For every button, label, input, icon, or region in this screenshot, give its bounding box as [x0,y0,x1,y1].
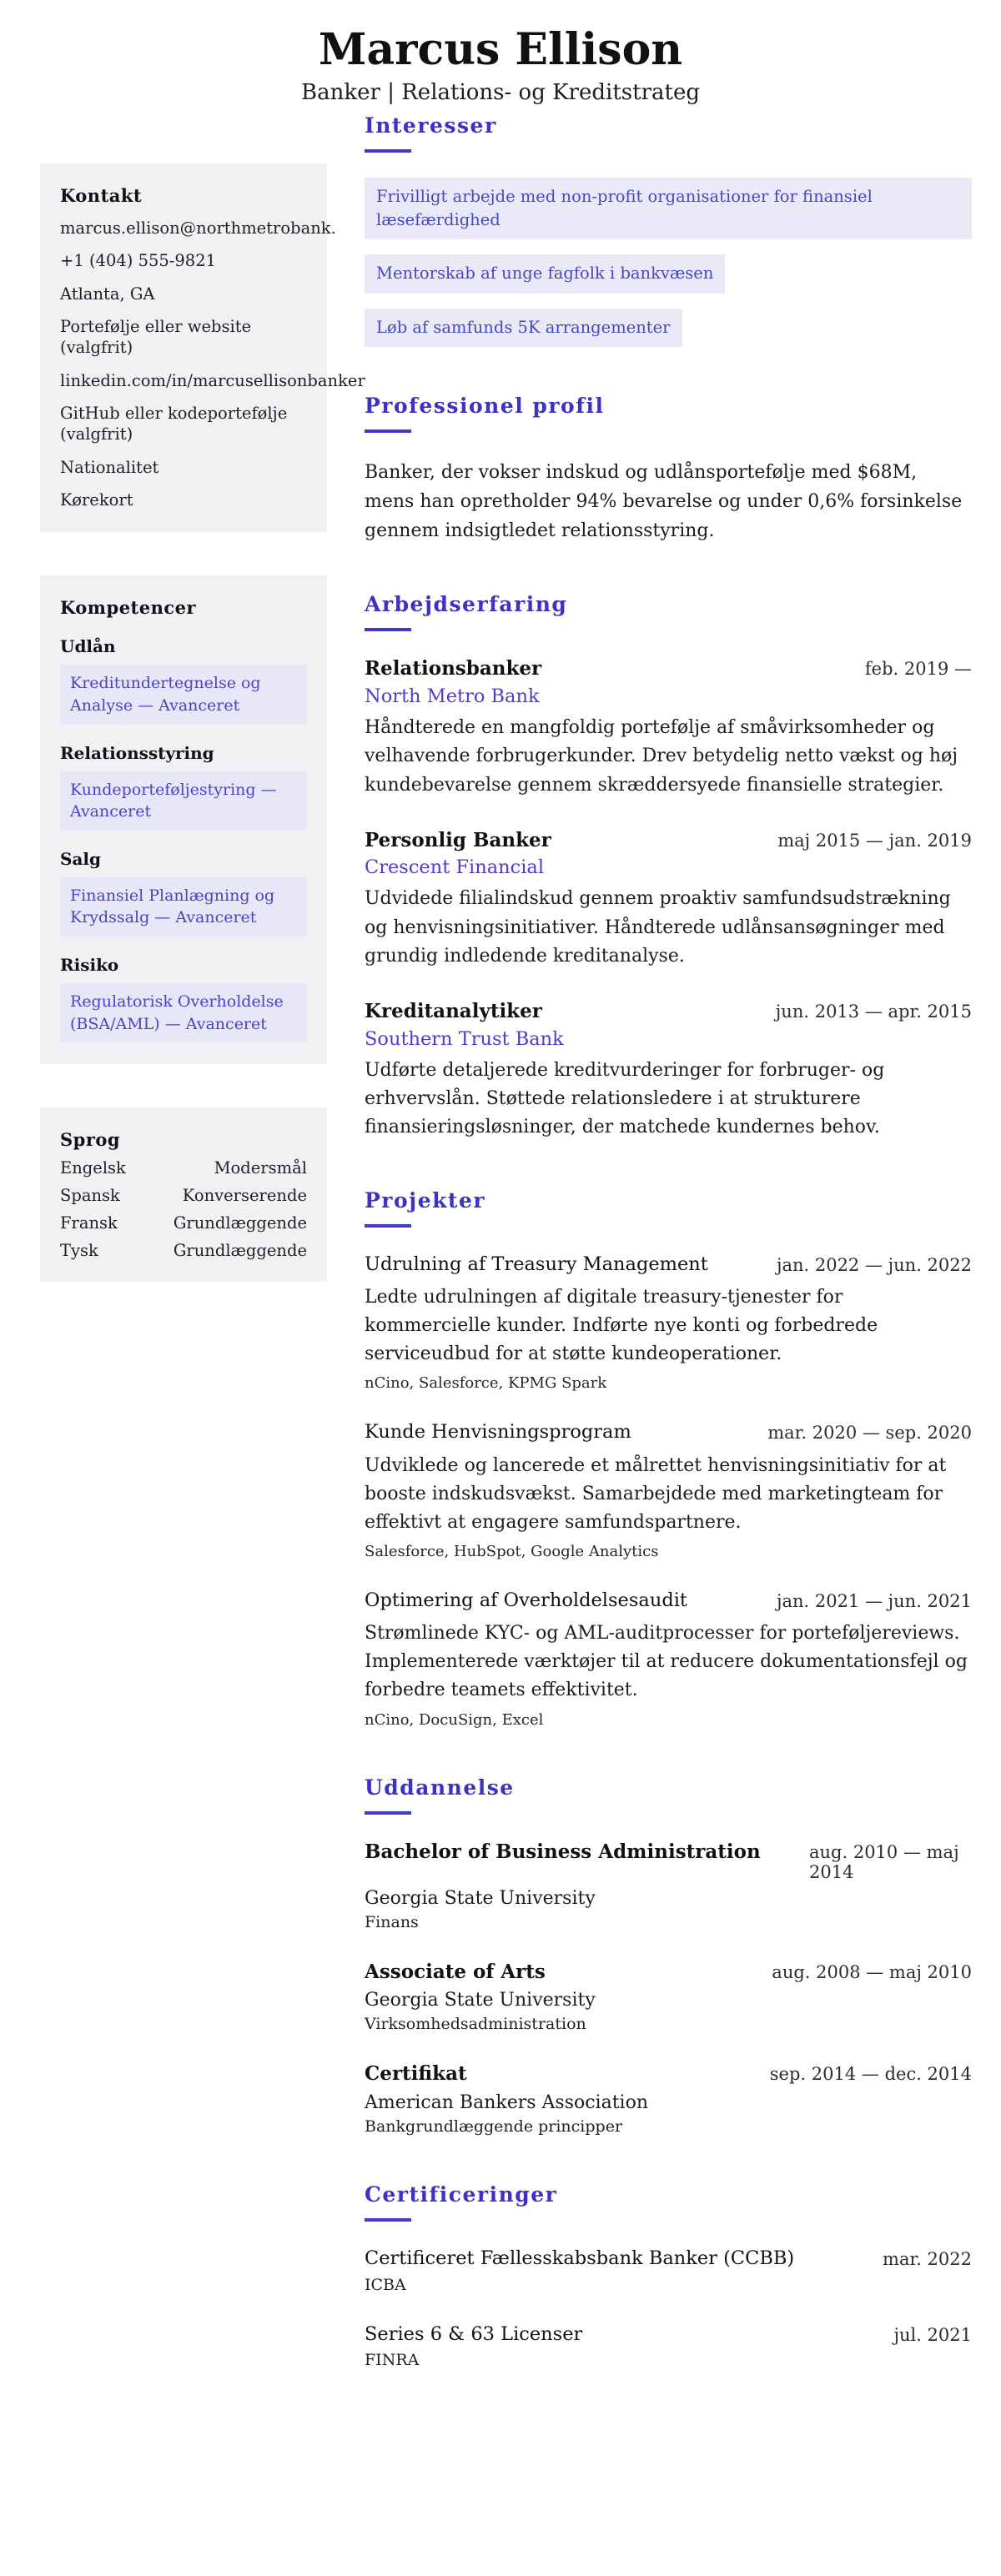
skill-category: Salg [60,848,101,869]
project-description: Udviklede og lancerede et målrettet henvisningsinitiativ for at booste indskudsvækst. Samarbejdede med marketingteam for effektivt at engagere samfundspartnere. [365,1454,947,1533]
languages-title: Sprog [60,1129,121,1151]
experience-heading: Arbejdserfaring [365,592,568,617]
language-row [60,1158,307,1178]
job-dates: maj 2015 — jan. 2019 [777,830,972,851]
contact-section [40,163,365,532]
project-name: Optimering af Overholdelsesaudit [365,1589,687,1611]
education-section [365,1775,972,2137]
certification-entry [365,2322,972,2369]
job-description: Håndterede en mangfoldig portefølje af småvirksomheder og velhavende forbrugerkunder. Drev betydelig netto vækst og høj kundebevarelse gennem skræddersyede finansielle strategier. [365,717,958,796]
education-entry [365,1960,972,2034]
language-level: Grundlæggende [173,1241,307,1261]
experience-section [365,592,972,1142]
contact-github-placeholder: GitHub eller kodeportefølje (valgfrit) [60,404,288,444]
interests-section [365,113,972,347]
job-description: Udvidede filialindskud gennem proaktiv samfundsudstrækning og henvisningsinitiativer. Håndterede udlånsansøgninger med grundig indledende kreditanalyse. [365,888,951,967]
certification-name: Certificeret Fællesskabsbank Banker (CCBB) [365,2247,795,2270]
education-dates: aug. 2008 — maj 2010 [772,1961,972,1982]
heading-rule [365,1224,411,1228]
job-company-link[interactable]: Southern Trust Bank [365,1027,564,1050]
job-entry [365,999,972,1142]
language-name: Spansk [60,1186,120,1206]
contact-phone: +1 (404) 555-9821 [60,251,217,271]
heading-rule [365,2218,411,2222]
education-school: Georgia State University [365,1990,596,2011]
job-role: Personlig Banker [365,828,551,851]
skill-category: Relationsstyring [60,742,214,763]
certification-org: ICBA [365,2275,406,2294]
certification-org: FINRA [365,2350,420,2369]
contact-license-placeholder: Kørekort [60,490,133,510]
language-row [60,1186,307,1205]
education-field: Virksomhedsadministration [365,2015,586,2034]
job-dates: jun. 2013 — apr. 2015 [775,1001,972,1022]
interest-chip: Løb af samfunds 5K arrangementer [365,309,682,347]
main-column [365,105,972,2369]
heading-rule [365,429,411,433]
languages-section [40,1107,327,1282]
sidebar [40,163,365,1325]
project-entry [365,1589,972,1729]
language-name: Engelsk [60,1158,126,1178]
contact-location: Atlanta, GA [60,284,155,304]
job-dates: feb. 2019 — [864,659,972,680]
language-name: Tysk [60,1241,98,1261]
certifications-section [365,2182,972,2369]
skills-title: Kompetencer [60,597,197,619]
interest-chip: Mentorskab af unge fagfolk i bankvæsen [365,254,725,293]
language-level: Modersmål [214,1158,307,1178]
heading-rule [365,628,411,631]
contact-linkedin[interactable]: linkedin.com/in/marcusellisonbanker [60,370,365,390]
contact-nationality-placeholder: Nationalitet [60,457,159,477]
education-dates: sep. 2014 — dec. 2014 [769,2064,972,2085]
education-school: Georgia State University [365,1887,596,1909]
skill-chip: Finansiel Planlægning og Krydssalg — Avanceret [60,877,307,936]
skill-chip: Regulatorisk Overholdelse (BSA/AML) — Avanceret [60,983,307,1042]
interest-chip: Frivilligt arbejde med non-profit organisationer for finansiel læsefærdighed [365,178,972,240]
job-company-link[interactable]: North Metro Bank [365,685,540,708]
projects-section [365,1188,972,1729]
skill-chip: Kundeporteføljestyring — Avanceret [60,771,307,831]
certification-name: Series 6 & 63 Licenser [365,2322,583,2345]
education-school: American Bankers Association [365,2092,649,2114]
job-role: Kreditanalytiker [365,999,542,1022]
education-dates: aug. 2010 — maj 2014 [809,1841,959,1882]
project-entry [365,1253,972,1393]
person-title: Banker | Relations- og Kreditstrateg [301,79,700,105]
profile-section [365,394,972,546]
header [0,0,1001,105]
education-degree: Certifikat [365,2062,467,2086]
certification-date: mar. 2022 [883,2249,972,2270]
skill-category: Risiko [60,955,119,975]
education-field: Finans [365,1912,419,1931]
contact-email[interactable]: marcus.ellison@northmetrobank. [60,218,336,238]
certification-entry [365,2247,972,2293]
skill-category: Udlån [60,636,116,657]
certification-date: jul. 2021 [893,2324,972,2345]
skills-section [40,575,327,1064]
interests-heading: Interesser [365,113,497,138]
project-tech: Salesforce, HubSpot, Google Analytics [365,1543,659,1560]
language-level: Konverserende [182,1186,307,1206]
job-entry [365,656,972,799]
education-entry [365,1840,972,1931]
heading-rule [365,149,411,153]
skill-chip: Kreditundertegnelse og Analyse — Avanceret [60,665,307,724]
project-tech: nCino, Salesforce, KPMG Spark [365,1374,607,1393]
project-dates: mar. 2020 — sep. 2020 [767,1423,972,1444]
education-degree: Associate of Arts [365,1960,546,1983]
language-name: Fransk [60,1213,118,1233]
project-name: Udrulning af Treasury Management [365,1253,708,1275]
contact-title: Kontakt [60,185,143,206]
project-dates: jan. 2022 — jun. 2022 [776,1254,972,1275]
language-row [60,1213,307,1233]
project-tech: nCino, DocuSign, Excel [365,1710,544,1729]
project-name: Kunde Henvisningsprogram [365,1421,631,1444]
education-degree: Bachelor of Business Administration [365,1840,761,1863]
project-description: Strømlinede KYC- og AML-auditprocesser for porteføljereviews. Implementerede værktøjer til at reducere dokumentationsfejl og forbedre teamets effektivitet. [365,1623,968,1701]
education-heading: Uddannelse [365,1775,515,1800]
job-company-link[interactable]: Crescent Financial [365,856,545,879]
language-row [60,1241,307,1260]
language-level: Grundlæggende [173,1213,307,1233]
heading-rule [365,1811,411,1815]
profile-text: Banker, der vokser indskud og udlånsportefølje med $68M, mens han opretholder 94% bevarelse og under 0,6% forsinkelse gennem indsigtledet relationsstyring. [365,461,963,542]
profile-heading: Professionel profil [365,393,605,418]
job-description: Udførte detaljerede kreditvurderinger for forbruger- og erhvervslån. Støttede relationsledere i at strukturere finansieringsløsninger, der matchede kundernes behov. [365,1059,885,1137]
project-description: Ledte udrulningen af digitale treasury-tjenester for kommercielle kunder. Indførte nye konti og forbedrede serviceudbud for at støtte kundeoperationer. [365,1287,878,1365]
job-entry [365,828,972,971]
person-name: Marcus Ellison [318,24,683,75]
job-role: Relationsbanker [365,657,542,680]
projects-heading: Projekter [365,1188,486,1213]
contact-website-placeholder: Portefølje eller website (valgfrit) [60,317,252,358]
project-entry [365,1420,972,1560]
education-entry [365,2061,972,2136]
project-dates: jan. 2021 — jun. 2021 [776,1591,972,1611]
education-field: Bankgrundlæggende principper [365,2117,623,2137]
certifications-heading: Certificeringer [365,2182,558,2207]
